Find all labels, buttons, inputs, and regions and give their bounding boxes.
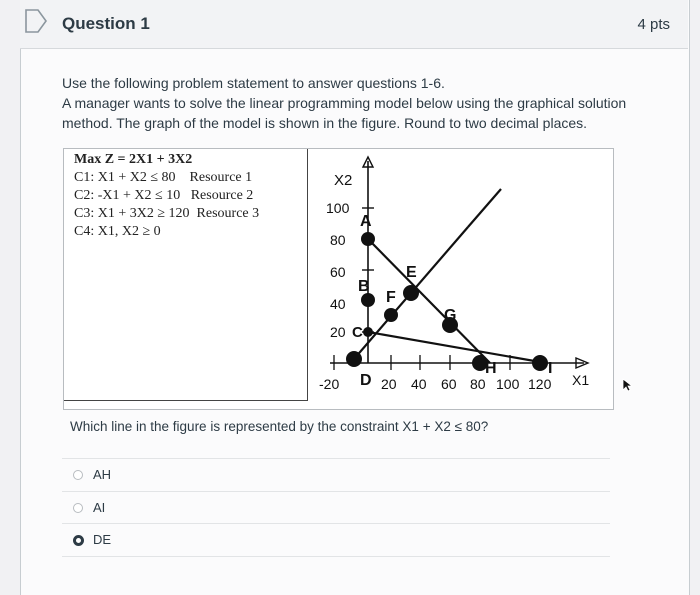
point-B <box>361 293 375 307</box>
constraint-c1: C1: X1 + X2 ≤ 80 Resource 1 <box>74 170 253 185</box>
radio-ah[interactable] <box>73 470 83 480</box>
label-I: I <box>548 360 553 377</box>
line-CI <box>368 332 546 363</box>
label-F: F <box>386 289 396 306</box>
y-axis-label: X2 <box>334 172 353 189</box>
label-E: E <box>406 264 417 281</box>
label-C: C <box>352 324 363 341</box>
question-title: Question 1 <box>62 14 150 33</box>
answer-list-divider <box>62 556 610 587</box>
y-tick-60: 60 <box>330 264 346 280</box>
intro-line-3: method. The graph of the model is shown in the figure. Round to two decimal places. <box>62 115 588 131</box>
y-tick-40: 40 <box>330 296 346 312</box>
y-tick-80: 80 <box>330 232 346 248</box>
x-axis-label: X1 <box>572 372 590 388</box>
answer-option-ai[interactable] <box>62 491 610 522</box>
point-A <box>361 232 375 246</box>
intro-line-2: A manager wants to solve the linear programming model below using the graphical solution <box>62 95 627 111</box>
constraint-c4: C4: X1, X2 ≥ 0 <box>74 224 161 239</box>
label-D: D <box>360 372 372 389</box>
label-A: A <box>360 213 372 230</box>
label-H: H <box>485 360 497 377</box>
answer-option-de[interactable] <box>62 523 610 554</box>
x-tick-40: 40 <box>411 376 427 392</box>
radio-de-selected[interactable] <box>73 535 84 546</box>
x-tick-60: 60 <box>441 376 457 392</box>
x-tick-20: 20 <box>381 376 397 392</box>
question-points: 4 pts <box>637 16 670 33</box>
point-F <box>384 308 398 322</box>
constraint-c3: C3: X1 + 3X2 ≥ 120 Resource 3 <box>74 206 260 221</box>
point-E <box>403 285 419 301</box>
x-tick-100: 100 <box>496 376 520 392</box>
answer-option-ah[interactable] <box>62 458 610 489</box>
intro-line-1: Use the following problem statement to answer questions 1-6. <box>62 75 445 91</box>
mouse-cursor-icon <box>622 378 634 392</box>
lp-graph <box>64 149 613 409</box>
question-prompt: Which line in the figure is represented by the constraint X1 + X2 ≤ 80? <box>70 419 489 434</box>
label-G: G <box>444 307 457 324</box>
point-I <box>532 355 548 371</box>
y-tick-20: 20 <box>330 324 346 340</box>
question-header <box>20 0 688 49</box>
answer-label-de: DE <box>93 532 112 547</box>
x-tick-120: 120 <box>528 376 552 392</box>
constraint-c2: C2: -X1 + X2 ≤ 10 Resource 2 <box>74 188 254 203</box>
problem-statement <box>62 73 642 133</box>
lp-model-figure <box>63 148 614 410</box>
answer-label-ah: AH <box>93 467 112 482</box>
answer-label-ai: AI <box>93 500 106 515</box>
y-tick-100: 100 <box>326 200 350 216</box>
label-B: B <box>358 278 370 295</box>
objective-function: Max Z = 2X1 + 3X2 <box>74 152 193 167</box>
point-C <box>363 327 373 337</box>
point-D <box>346 351 362 367</box>
x-tick-neg20: -20 <box>319 376 340 392</box>
x-tick-80: 80 <box>470 376 486 392</box>
flag-question-icon[interactable] <box>20 6 60 36</box>
radio-ai[interactable] <box>73 503 83 513</box>
line-DE-extension <box>468 189 501 227</box>
